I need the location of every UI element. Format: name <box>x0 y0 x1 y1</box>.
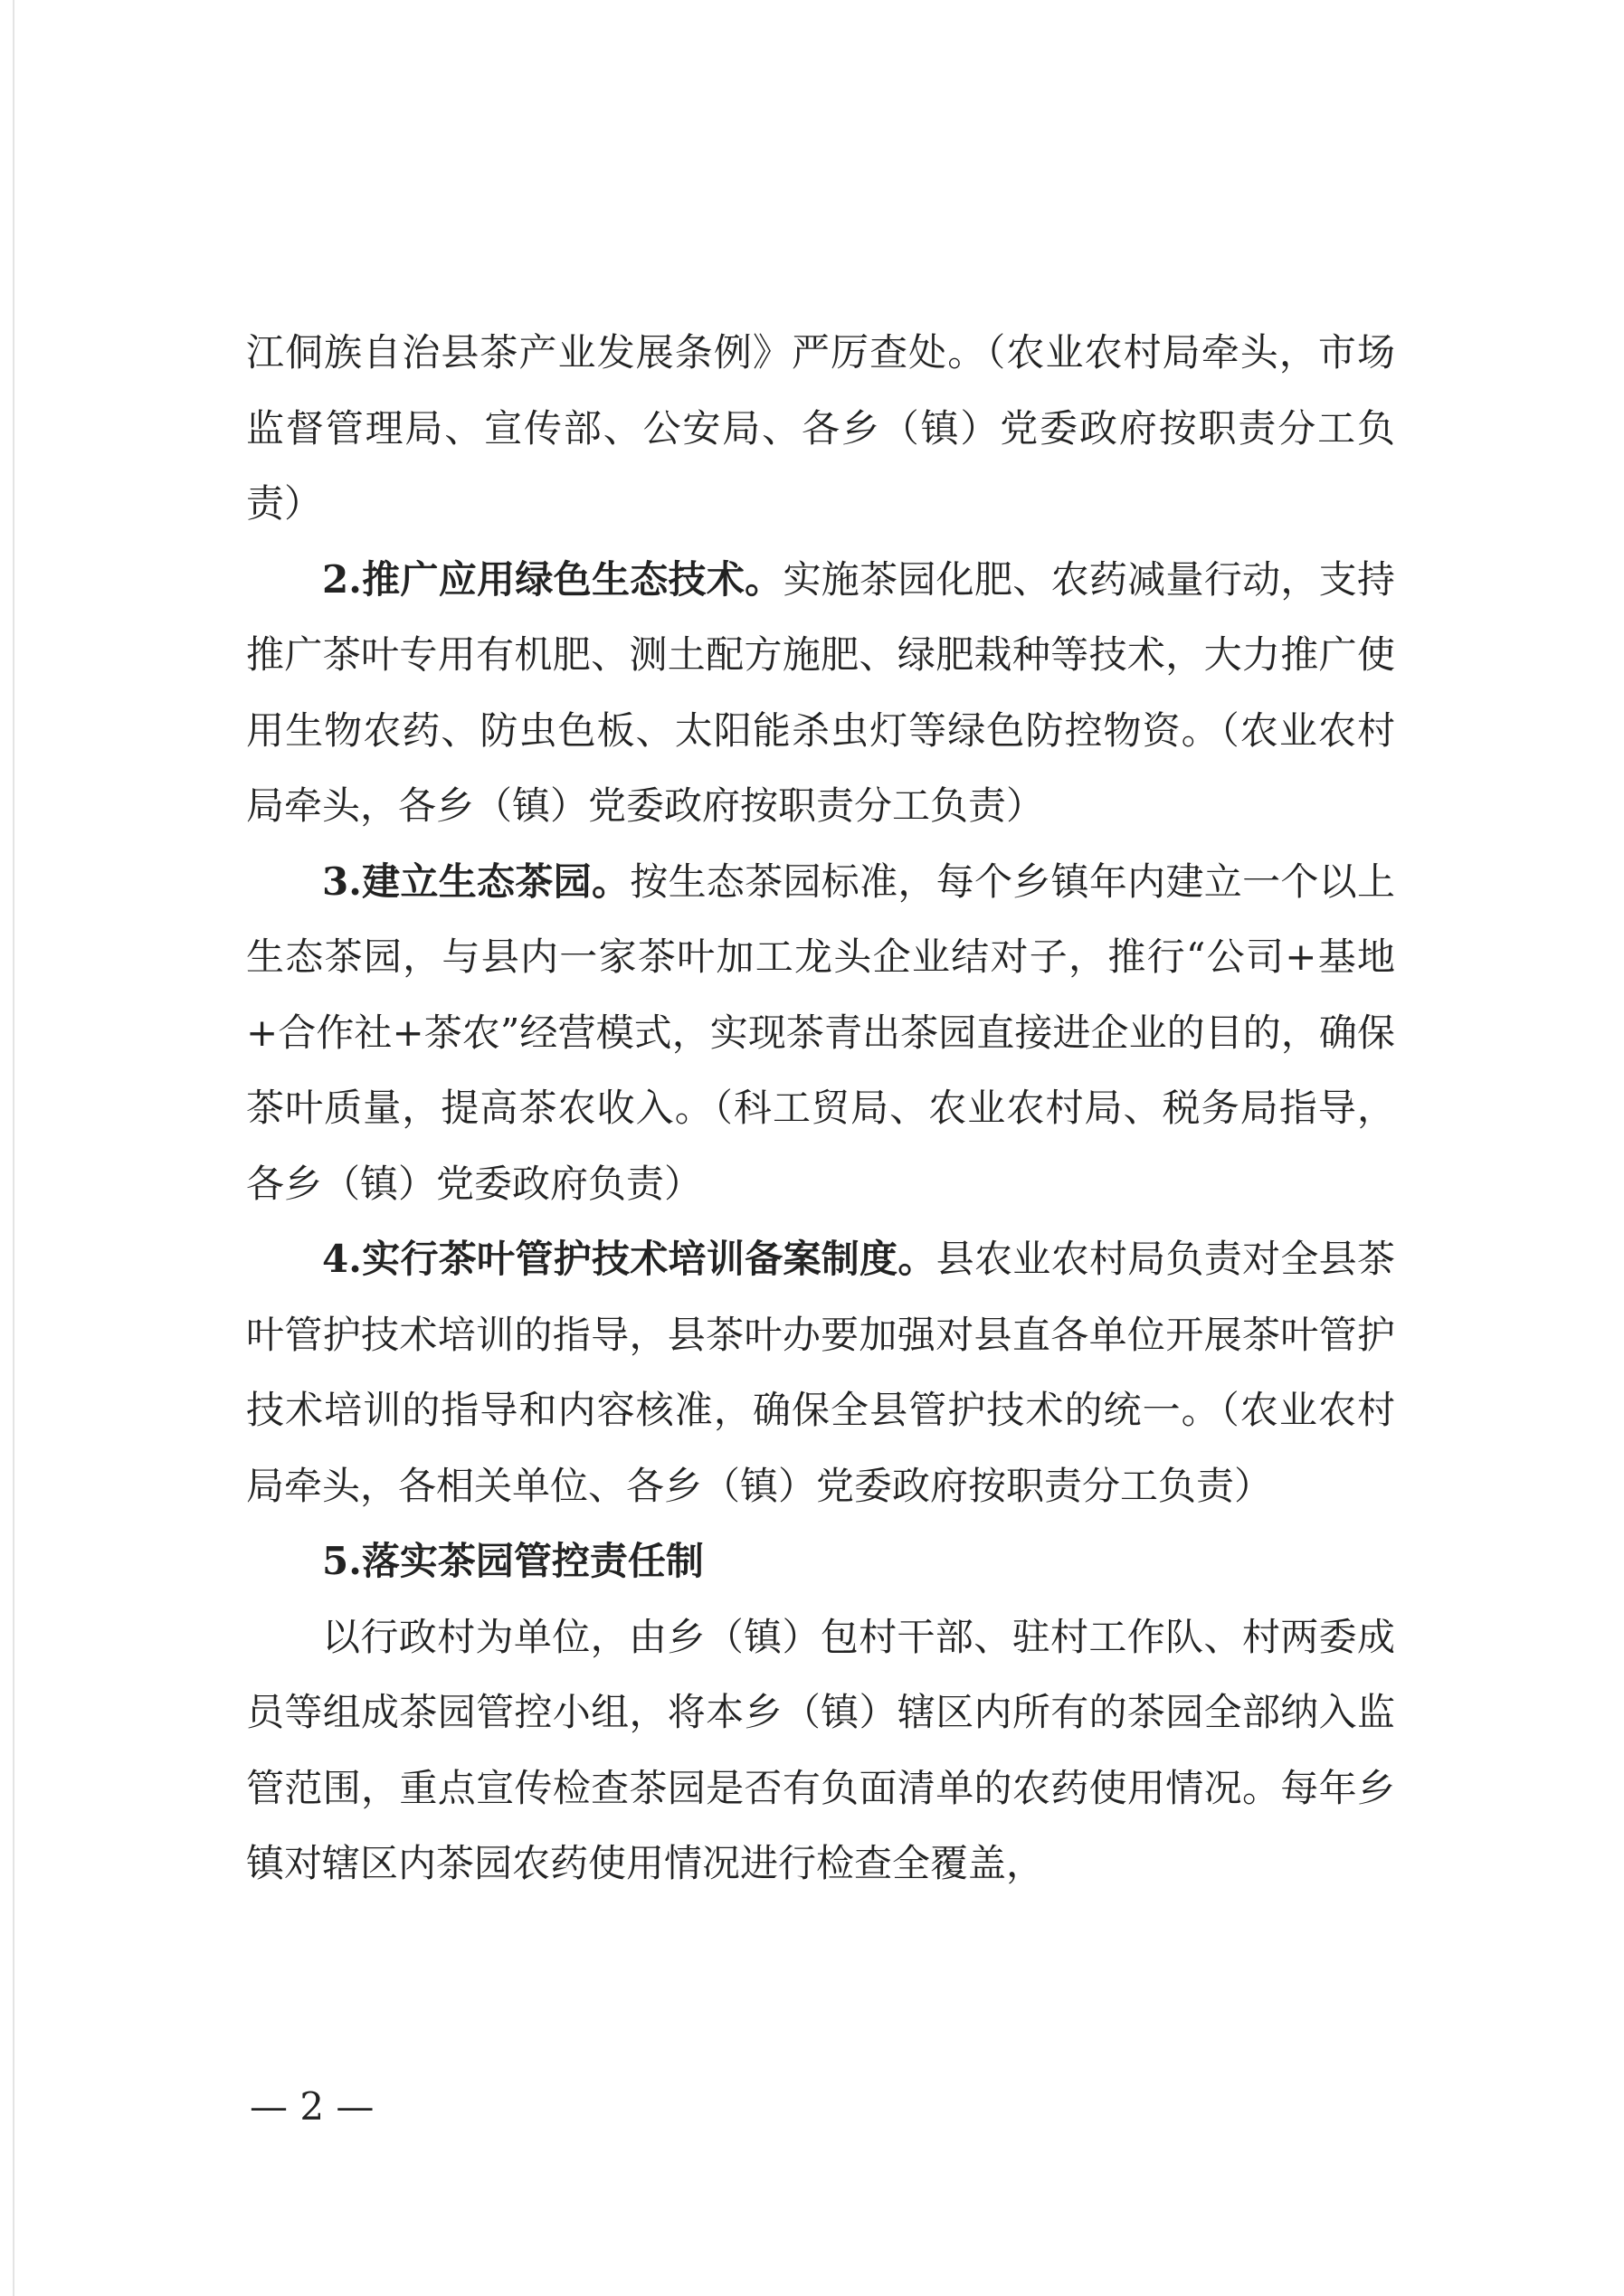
paragraph-item-5-heading <box>246 1523 1395 1599</box>
scan-edge-line <box>13 0 14 2296</box>
paragraph-item-5-body <box>246 1599 1395 1902</box>
paragraph-item-4 <box>246 1221 1395 1523</box>
paragraph-text: 江侗族自治县茶产业发展条例》严厉查处。（农业农村局牵头，市场监督管理局、宣传部、公安局、各乡（镇）党委政府按职责分工负责） <box>246 330 1395 526</box>
paragraph-text: 实施茶园化肥、农药减量行动，支持推广茶叶专用有机肥、测土配方施肥、绿肥栽种等技术，大力推广使用生物农药、防虫色板、太阳能杀虫灯等绿色防控物资。（农业农村局牵头，各乡（镇）党委政府按职责分工负责） <box>246 556 1395 828</box>
item-heading: 4.实行茶叶管护技术培训备案制度。 <box>322 1237 936 1281</box>
item-heading: 5.落实茶园管控责任制 <box>322 1539 704 1583</box>
paragraph-item-2 <box>246 542 1395 844</box>
paragraph-item-3 <box>246 844 1395 1222</box>
item-heading: 3.建立生态茶园。 <box>322 859 631 904</box>
paragraph-text: 以行政村为单位，由乡（镇）包村干部、驻村工作队、村两委成员等组成茶园管控小组，将本乡（镇）辖区内所有的茶园全部纳入监管范围，重点宣传检查茶园是否有负面清单的农药使用情况。每年乡镇对辖区内茶园农药使用情况进行检查全覆盖， <box>246 1614 1395 1885</box>
page-number: — 2 — <box>250 2084 375 2129</box>
paragraph-text: 县农业农村局负责对全县茶叶管护技术培训的指导，县茶叶办要加强对县直各单位开展茶叶管护技术培训的指导和内容核准，确保全县管护技术的统一。（农业农村局牵头，各相关单位、各乡（镇）党委政府按职责分工负责） <box>246 1237 1395 1508</box>
paragraph-text: 按生态茶园标准，每个乡镇年内建立一个以上生态茶园，与县内一家茶叶加工龙头企业结对子，推行“公司+基地+合作社+茶农”经营模式，实现茶青出茶园直接进企业的目的，确保茶叶质量，提高茶农收入。（科工贸局、农业农村局、税务局指导，各乡（镇）党委政府负责） <box>246 859 1395 1206</box>
item-heading: 2.推广应用绿色生态技术。 <box>322 556 784 602</box>
body-text <box>246 315 1395 1902</box>
paragraph-continuation <box>246 315 1395 542</box>
